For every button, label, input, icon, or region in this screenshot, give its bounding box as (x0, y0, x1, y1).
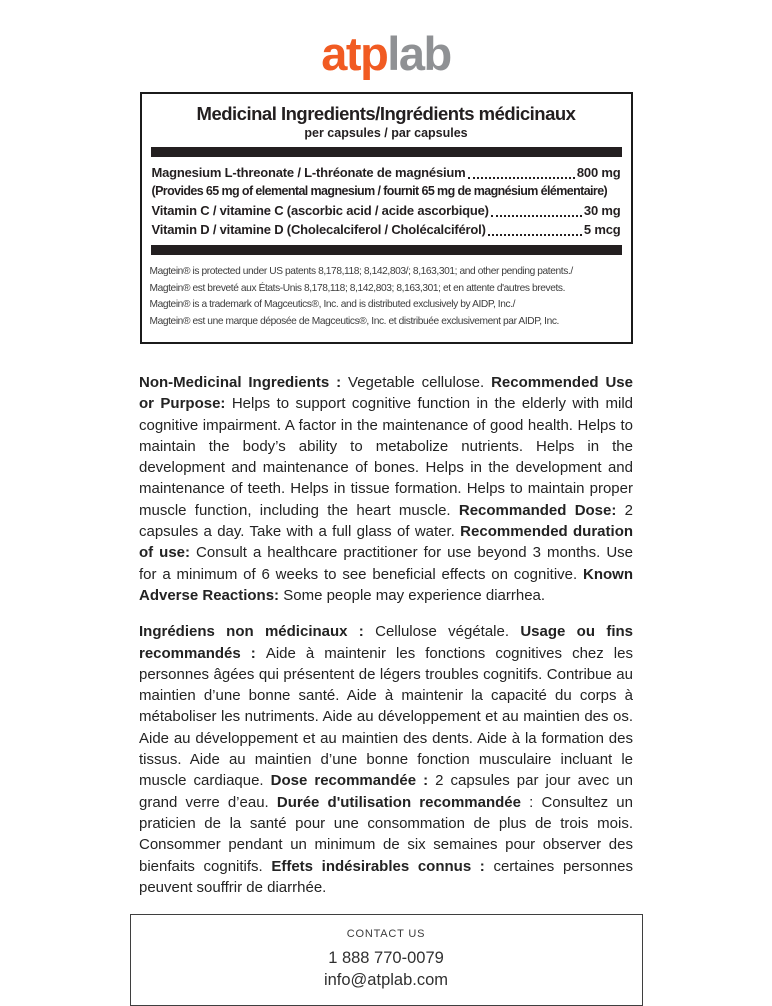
panel-title: Medicinal Ingredients/Ingrédients médicinaux (196, 103, 576, 124)
panel-subtitle: per capsules / par capsules (304, 126, 468, 140)
ingredient-rows (142, 162, 631, 241)
footnote-line: Magtein® est breveté aux États-Unis 8,178,118; 8,142,803; 8,163,301; et en attente d'autres brevets. (149, 282, 566, 294)
ingredient-row-vitamin-c (152, 201, 621, 220)
ingredient-name: Vitamin D / vitamine D (Cholecalciferol / Cholécalciférol) (151, 222, 486, 237)
contact-phone: 1 888 770-0079 (328, 949, 444, 968)
divider-bar-top (151, 147, 622, 157)
ingredient-name: Vitamin C / vitamine C (ascorbic acid / acide ascorbique) (151, 203, 489, 218)
contact-email: info@atplab.com (323, 971, 449, 990)
footnote-line: Magtein® est une marque déposée de Magceutics®, Inc. et distribuée exclusivement par AIDP, Inc. (149, 315, 559, 327)
ingredient-amount: 30 mg (583, 203, 621, 218)
ingredient-name: Magnesium L-threonate / L-thréonate de magnésium (151, 165, 466, 180)
ingredient-row-magnesium (152, 163, 621, 182)
ingredient-note-elemental-magnesium: (Provides 65 mg of elemental magnesium / fournit 65 mg de magnésium élémentaire) (151, 184, 608, 198)
magtein-footnotes (142, 260, 631, 342)
non-medicinal-paragraph-en: Non-Medicinal Ingredients : Vegetable cellulose. Recommended Use or Purpose: Helps to support cognitive function in the elderly with mild cognitive impairment. A factor in the maintenance of good health. Helps to maintain the body’s ability to metabolize nutrients. Helps in the development and maintenance of bones. Helps in the development and maintenance of teeth. Helps in tissue formation. Helps to maintain proper muscle function, including the heart muscle. Recommanded Dose: 2 capsules a day. Take with a full glass of water. Recommended duration of use: Consult a healthcare practitioner for use beyond 3 months. Use for a minimum of 6 weeks to see beneficial effects on cognitive. Known Adverse Reactions: Some people may experience diarrhea. (139, 374, 634, 604)
dotted-leader (468, 177, 575, 179)
non-medicinal-paragraph-fr: Ingrédiens non médicinaux : Cellulose végétale. Usage ou fins recommandés : Aide à maintenir les fonctions cognitives chez les personnes âgées qui présentent de légers troubles cognitifs. Contribue au maintien d’une bonne santé. Aide à maintenir la capacité du corps à métaboliser les nutriments. Aide au développement et au maintien des os. Aide au développement et au maintien des dents. Aide à la formation des tissus. Aide au maintien d’une bonne fonction musculaire incluant le muscle cardiaque. Dose recommandée : 2 capsules par jour avec un grand verre d’eau. Durée d'utilisation recommandée : Consultez un praticien de la santé pour une consommation de plus de trois mois. Consommer pendant un minimum de six semaines pour observer des bienfaits cognitifs. Effets indésirables connus : certaines personnes peuvent souffrir de diarrhée. (139, 623, 633, 896)
atplab-logo (0, 0, 772, 80)
ingredient-row-vitamin-d (152, 220, 621, 239)
ingredient-amount: 5 mcg (583, 222, 621, 237)
medicinal-ingredients-panel (140, 92, 633, 344)
logo-text-atp: atp (321, 27, 388, 80)
footnote-line: Magtein® is a trademark of Magceutics®, Inc. and is distributed exclusively by AIDP, Inc./ (149, 299, 516, 310)
dotted-leader (488, 234, 582, 236)
footnote-line: Magtein® is protected under US patents 8,178,118; 8,142,803/; 8,163,301; and other pending patents./ (149, 266, 573, 277)
divider-bar-bottom (151, 245, 622, 255)
ingredient-amount: 800 mg (576, 165, 621, 180)
logo-text-lab: lab (387, 27, 451, 80)
contact-heading: CONTACT US (346, 928, 426, 941)
dotted-leader (491, 215, 582, 217)
contact-box (130, 914, 643, 1006)
